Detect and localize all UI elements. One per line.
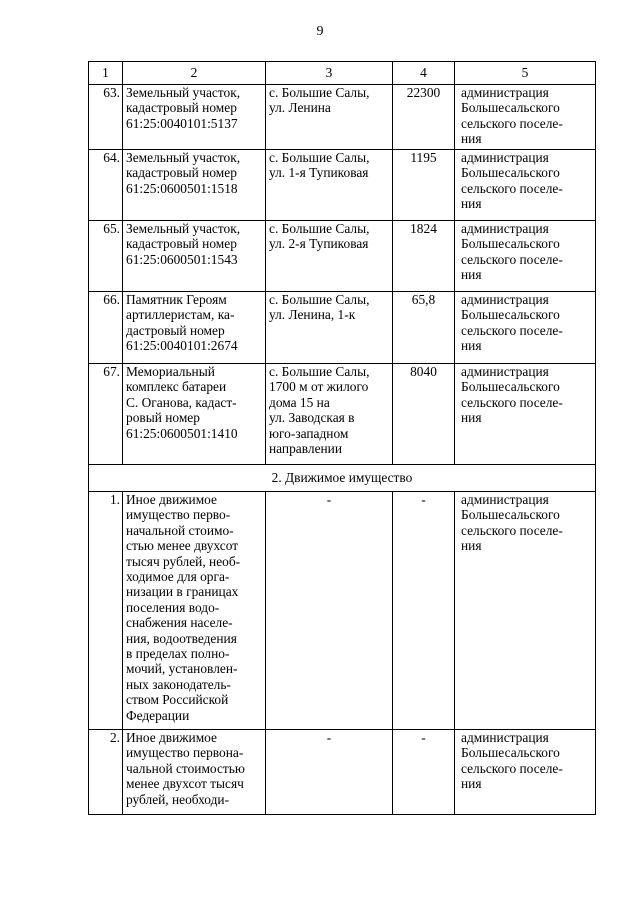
- property-owner-line: сельского поселе-: [461, 115, 563, 131]
- property-owner-line: администрация: [461, 150, 549, 165]
- property-owner-line: сельского поселе-: [461, 322, 563, 338]
- property-address-line: ул. Ленина, 1-к: [269, 307, 356, 323]
- table-row: [89, 150, 596, 221]
- property-address-line: дома 15 на: [269, 394, 330, 410]
- property-owner-line: ния: [461, 776, 482, 792]
- property-owner-line: администрация: [461, 85, 549, 100]
- table-row: [89, 221, 596, 292]
- property-name-line: ровый номер: [126, 410, 200, 426]
- property-owner-line: Большесальского: [461, 236, 560, 252]
- property-address-line: -: [326, 730, 332, 745]
- property-owner-line: Большесальского: [461, 507, 560, 523]
- table-row: [89, 364, 596, 465]
- property-name: [123, 221, 266, 292]
- property-owner-line: ния: [461, 131, 482, 147]
- property-name-line: менее двухсот тысяч: [126, 776, 244, 792]
- property-owner: [455, 85, 596, 150]
- property-name-line: 61:25:0600501:1543: [126, 251, 238, 267]
- row-number: 65.: [89, 221, 123, 292]
- table-body: [89, 62, 596, 815]
- property-address-line: с. Большие Салы,: [269, 364, 370, 379]
- property-area: 1824: [393, 221, 455, 292]
- property-owner-line: ния: [461, 196, 482, 212]
- property-address: [266, 221, 393, 292]
- table-row: [89, 85, 596, 150]
- property-name-line: стью менее двухсот: [126, 538, 239, 554]
- property-address: [266, 150, 393, 221]
- column-number-1: 1: [89, 62, 123, 85]
- property-address-line: -: [326, 492, 332, 507]
- property-name-line: комплекс батареи: [126, 379, 227, 395]
- section-title-movable-property: 2. Движимое имущество: [89, 465, 596, 492]
- property-owner-line: администрация: [461, 730, 549, 745]
- property-address-line: с. Большие Салы,: [269, 150, 370, 165]
- property-name-line: 61:25:0040101:2674: [126, 338, 238, 354]
- property-owner: [455, 492, 596, 730]
- property-name-line: Земельный участок,: [126, 85, 241, 100]
- property-name-line: дастровый номер: [126, 322, 225, 338]
- property-area: -: [393, 730, 455, 815]
- property-owner-line: сельского поселе-: [461, 760, 563, 776]
- property-name-line: ния, водоотведения: [126, 630, 237, 646]
- section-row: [89, 465, 596, 492]
- property-area: 22300: [393, 85, 455, 150]
- property-owner-line: Большесальского: [461, 165, 560, 181]
- property-name-line: имущество первона-: [126, 745, 244, 761]
- row-number: 64.: [89, 150, 123, 221]
- property-address-line: ул. Заводская в: [269, 410, 355, 426]
- property-name: [123, 492, 266, 730]
- property-owner: [455, 730, 596, 815]
- property-address-line: 1700 м от жилого: [269, 379, 369, 395]
- property-name: [123, 85, 266, 150]
- property-address-line: ул. 2-я Тупиковая: [269, 236, 369, 252]
- property-address-line: направлении: [269, 441, 343, 457]
- property-name-line: С. Оганова, кадаст-: [126, 394, 237, 410]
- property-owner-line: сельского поселе-: [461, 251, 563, 267]
- row-number: 1.: [89, 492, 123, 730]
- property-owner-line: администрация: [461, 364, 549, 379]
- property-address: [266, 730, 393, 815]
- property-owner: [455, 150, 596, 221]
- property-owner-line: сельского поселе-: [461, 522, 563, 538]
- property-address-line: ул. 1-я Тупиковая: [269, 165, 369, 181]
- property-address-line: с. Большие Салы,: [269, 292, 370, 307]
- property-owner-line: администрация: [461, 221, 549, 236]
- property-name: [123, 292, 266, 364]
- property-owner-line: ния: [461, 338, 482, 354]
- property-area: 1195: [393, 150, 455, 221]
- property-name-line: кадастровый номер: [126, 236, 237, 252]
- row-number: 66.: [89, 292, 123, 364]
- property-name-line: Памятник Героям: [126, 292, 227, 307]
- property-name-line: кадастровый номер: [126, 100, 237, 116]
- property-name-line: рублей, необходи-: [126, 791, 230, 807]
- property-address: [266, 292, 393, 364]
- column-number-5: 5: [455, 62, 596, 85]
- property-name-line: Иное движимое: [126, 492, 217, 507]
- property-owner-line: администрация: [461, 292, 549, 307]
- table-row: [89, 730, 596, 815]
- property-owner-line: Большесальского: [461, 379, 560, 395]
- property-name-line: ходимое для орга-: [126, 569, 230, 585]
- property-name-line: низации в границах: [126, 584, 239, 600]
- property-name-line: ных законодатель-: [126, 676, 231, 692]
- property-name-line: Земельный участок,: [126, 221, 241, 236]
- property-name-line: ством Российской: [126, 692, 229, 708]
- property-name-line: 61:25:0040101:5137: [126, 115, 238, 131]
- property-owner: [455, 221, 596, 292]
- property-name-line: артиллеристам, ка-: [126, 307, 235, 323]
- property-name-line: Иное движимое: [126, 730, 217, 745]
- property-owner-line: ния: [461, 267, 482, 283]
- property-owner-line: сельского поселе-: [461, 394, 563, 410]
- table-row: [89, 492, 596, 730]
- property-address-line: ул. Ленина: [269, 100, 331, 116]
- property-address-line: с. Большие Салы,: [269, 221, 370, 236]
- property-name-line: имущество перво-: [126, 507, 231, 523]
- property-address: [266, 492, 393, 730]
- column-number-row: [89, 62, 596, 85]
- property-address-line: юго-западном: [269, 425, 349, 441]
- property-name: [123, 730, 266, 815]
- property-name: [123, 150, 266, 221]
- property-owner-line: администрация: [461, 492, 549, 507]
- property-owner-line: ния: [461, 538, 482, 554]
- column-number-4: 4: [393, 62, 455, 85]
- row-number: 63.: [89, 85, 123, 150]
- row-number: 2.: [89, 730, 123, 815]
- property-address: [266, 85, 393, 150]
- property-owner-line: Большесальского: [461, 745, 560, 761]
- property-owner: [455, 292, 596, 364]
- property-registry-table: [88, 61, 596, 815]
- property-area: 8040: [393, 364, 455, 465]
- property-name-line: тысяч рублей, необ-: [126, 553, 241, 569]
- column-number-3: 3: [266, 62, 393, 85]
- property-name-line: начальной стоимо-: [126, 522, 234, 538]
- property-owner-line: Большесальского: [461, 100, 560, 116]
- property-name-line: 61:25:0600501:1518: [126, 180, 238, 196]
- property-name-line: кадастровый номер: [126, 165, 237, 181]
- property-name-line: поселения водо-: [126, 599, 220, 615]
- property-name-line: Мемориальный: [126, 364, 215, 379]
- property-name-line: Федерации: [126, 707, 190, 723]
- property-address: [266, 364, 393, 465]
- property-owner-line: сельского поселе-: [461, 180, 563, 196]
- property-owner-line: Большесальского: [461, 307, 560, 323]
- property-name-line: мочий, установлен-: [126, 661, 238, 677]
- table-row: [89, 292, 596, 364]
- property-name-line: в пределах полно-: [126, 646, 230, 662]
- column-number-2: 2: [123, 62, 266, 85]
- property-name: [123, 364, 266, 465]
- page-number: 9: [316, 24, 324, 39]
- property-name-line: чальной стоимостью: [126, 760, 245, 776]
- property-area: 65,8: [393, 292, 455, 364]
- property-owner-line: ния: [461, 410, 482, 426]
- property-name-line: снабжения населе-: [126, 615, 233, 631]
- property-owner: [455, 364, 596, 465]
- property-name-line: Земельный участок,: [126, 150, 241, 165]
- property-name-line: 61:25:0600501:1410: [126, 425, 238, 441]
- property-area: -: [393, 492, 455, 730]
- property-address-line: с. Большие Салы,: [269, 85, 370, 100]
- row-number: 67.: [89, 364, 123, 465]
